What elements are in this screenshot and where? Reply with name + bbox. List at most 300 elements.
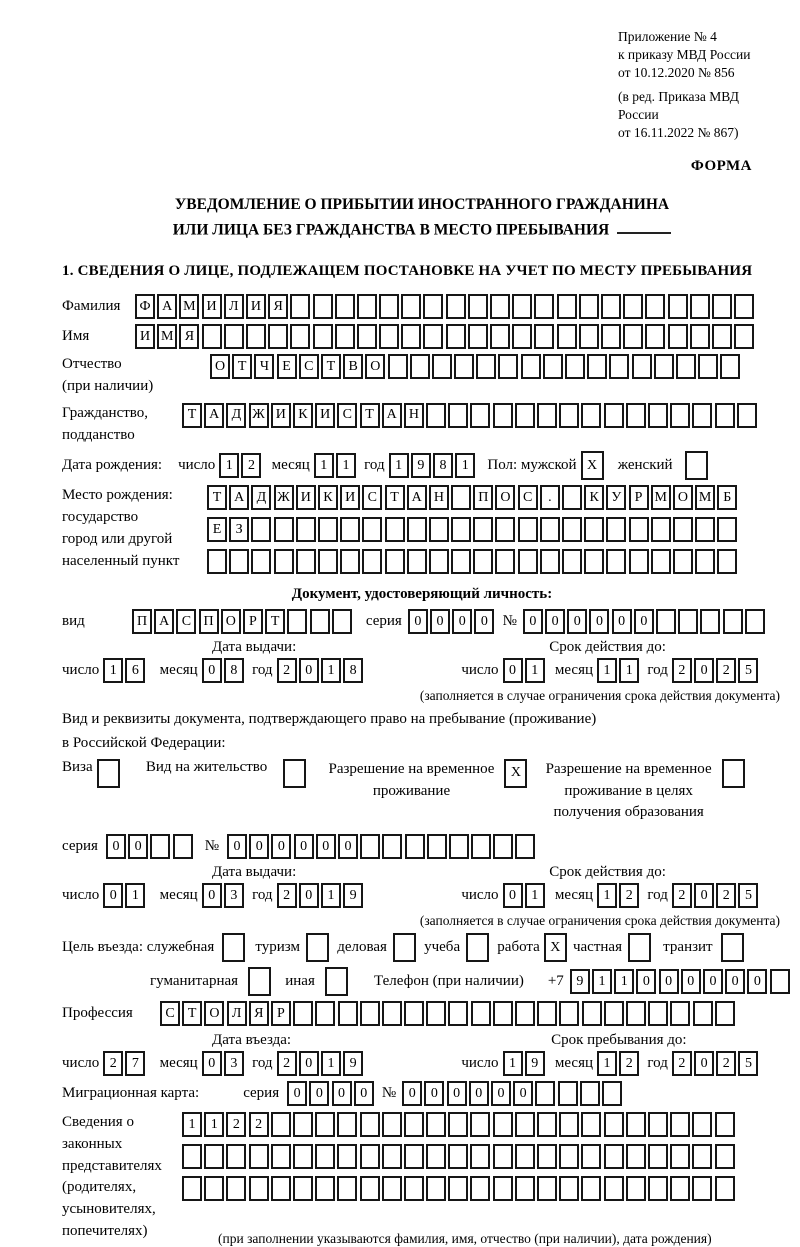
patronymic-char-box[interactable]: [498, 354, 518, 379]
patronymic-char-box[interactable]: [676, 354, 696, 379]
male-checkbox[interactable]: X: [581, 451, 604, 480]
phone-digit-box[interactable]: 0: [725, 969, 745, 994]
representative-char-box[interactable]: [182, 1176, 202, 1201]
birth-place-char-box[interactable]: .: [540, 485, 560, 510]
name-char-box[interactable]: [601, 324, 621, 349]
representative-char-box[interactable]: [715, 1112, 735, 1137]
doc-number-box[interactable]: 0: [567, 609, 587, 634]
birth-place-char-box[interactable]: [340, 517, 360, 542]
doc-kind-char-box[interactable]: [310, 609, 330, 634]
stay-day-box[interactable]: 9: [525, 1051, 545, 1076]
surname-char-box[interactable]: [357, 294, 377, 319]
citizenship-char-box[interactable]: А: [204, 403, 224, 428]
name-char-box[interactable]: [512, 324, 532, 349]
birth-place-char-box[interactable]: Т: [385, 485, 405, 510]
representative-char-box[interactable]: [581, 1112, 601, 1137]
citizenship-char-box[interactable]: И: [315, 403, 335, 428]
representative-char-box[interactable]: [515, 1176, 535, 1201]
birth-place-char-box[interactable]: [473, 549, 493, 574]
patronymic-char-box[interactable]: [410, 354, 430, 379]
representative-char-box[interactable]: [204, 1176, 224, 1201]
representative-char-box[interactable]: [559, 1144, 579, 1169]
profession-char-box[interactable]: [515, 1001, 535, 1026]
birth-year-box[interactable]: 1: [455, 453, 475, 478]
stay-year-box[interactable]: 5: [738, 1051, 758, 1076]
doc-valid-month-box[interactable]: 1: [597, 658, 617, 683]
representative-char-box[interactable]: [626, 1112, 646, 1137]
surname-char-box[interactable]: [446, 294, 466, 319]
birth-place-char-box[interactable]: У: [606, 485, 626, 510]
phone-digit-box[interactable]: 9: [570, 969, 590, 994]
representative-char-box[interactable]: [249, 1144, 269, 1169]
profession-char-box[interactable]: [670, 1001, 690, 1026]
surname-char-box[interactable]: [534, 294, 554, 319]
res-number-box[interactable]: 0: [271, 834, 291, 859]
res-series-box[interactable]: 0: [128, 834, 148, 859]
birth-place-char-box[interactable]: [340, 549, 360, 574]
patronymic-char-box[interactable]: [543, 354, 563, 379]
name-char-box[interactable]: [534, 324, 554, 349]
transit-checkbox[interactable]: [721, 933, 744, 962]
representative-char-box[interactable]: [559, 1176, 579, 1201]
representative-char-box[interactable]: [670, 1112, 690, 1137]
birth-place-char-box[interactable]: М: [695, 485, 715, 510]
birth-place-char-box[interactable]: [495, 549, 515, 574]
entry-day-box[interactable]: 7: [125, 1051, 145, 1076]
representative-char-box[interactable]: [249, 1176, 269, 1201]
citizenship-char-box[interactable]: [448, 403, 468, 428]
birth-place-char-box[interactable]: [695, 517, 715, 542]
birth-place-char-box[interactable]: [673, 517, 693, 542]
doc-number-box[interactable]: [723, 609, 743, 634]
doc-number-box[interactable]: 0: [612, 609, 632, 634]
birth-place-char-box[interactable]: [429, 517, 449, 542]
doc-number-box[interactable]: 0: [589, 609, 609, 634]
doc-series-box[interactable]: 0: [452, 609, 472, 634]
representative-char-box[interactable]: [604, 1144, 624, 1169]
representative-char-box[interactable]: [382, 1176, 402, 1201]
profession-char-box[interactable]: [448, 1001, 468, 1026]
name-char-box[interactable]: [224, 324, 244, 349]
other-checkbox[interactable]: [325, 967, 348, 996]
doc-kind-char-box[interactable]: [332, 609, 352, 634]
birth-place-char-box[interactable]: С: [362, 485, 382, 510]
representative-char-box[interactable]: [470, 1144, 490, 1169]
business-checkbox[interactable]: [393, 933, 416, 962]
representative-char-box[interactable]: [670, 1144, 690, 1169]
birth-month-box[interactable]: 1: [314, 453, 334, 478]
representative-char-box[interactable]: [293, 1112, 313, 1137]
doc-issue-year-box[interactable]: 0: [299, 658, 319, 683]
citizenship-char-box[interactable]: А: [382, 403, 402, 428]
surname-char-box[interactable]: [734, 294, 754, 319]
citizenship-char-box[interactable]: [515, 403, 535, 428]
phone-digit-box[interactable]: [770, 969, 790, 994]
citizenship-char-box[interactable]: [581, 403, 601, 428]
birth-year-box[interactable]: 8: [433, 453, 453, 478]
mig-series-box[interactable]: 0: [287, 1081, 307, 1106]
birth-place-char-box[interactable]: [407, 549, 427, 574]
doc-series-box[interactable]: 0: [474, 609, 494, 634]
representative-char-box[interactable]: [360, 1176, 380, 1201]
representative-char-box[interactable]: [315, 1176, 335, 1201]
mig-number-box[interactable]: [602, 1081, 622, 1106]
humanitarian-checkbox[interactable]: [248, 967, 271, 996]
profession-char-box[interactable]: Т: [182, 1001, 202, 1026]
res-number-box[interactable]: [471, 834, 491, 859]
birth-place-char-box[interactable]: [296, 549, 316, 574]
profession-char-box[interactable]: [426, 1001, 446, 1026]
profession-char-box[interactable]: Я: [249, 1001, 269, 1026]
representative-char-box[interactable]: [493, 1112, 513, 1137]
birth-place-char-box[interactable]: [318, 549, 338, 574]
res-number-box[interactable]: 0: [227, 834, 247, 859]
profession-char-box[interactable]: [559, 1001, 579, 1026]
name-char-box[interactable]: [401, 324, 421, 349]
temp-residence-edu-checkbox[interactable]: [722, 759, 745, 788]
representative-char-box[interactable]: [470, 1176, 490, 1201]
name-char-box[interactable]: [468, 324, 488, 349]
birth-place-char-box[interactable]: Ж: [274, 485, 294, 510]
phone-digit-box[interactable]: 0: [747, 969, 767, 994]
surname-char-box[interactable]: М: [179, 294, 199, 319]
entry-year-box[interactable]: 1: [321, 1051, 341, 1076]
citizenship-char-box[interactable]: Ж: [249, 403, 269, 428]
surname-char-box[interactable]: [690, 294, 710, 319]
name-char-box[interactable]: [423, 324, 443, 349]
representative-char-box[interactable]: [315, 1112, 335, 1137]
birth-place-char-box[interactable]: [540, 549, 560, 574]
birth-place-char-box[interactable]: А: [229, 485, 249, 510]
birth-place-char-box[interactable]: Н: [429, 485, 449, 510]
birth-place-char-box[interactable]: Р: [629, 485, 649, 510]
surname-char-box[interactable]: [290, 294, 310, 319]
patronymic-char-box[interactable]: [720, 354, 740, 379]
official-checkbox[interactable]: [222, 933, 245, 962]
profession-char-box[interactable]: [293, 1001, 313, 1026]
res-valid-day-box[interactable]: 1: [525, 883, 545, 908]
res-number-box[interactable]: 0: [249, 834, 269, 859]
representative-char-box[interactable]: [404, 1144, 424, 1169]
birth-place-char-box[interactable]: О: [673, 485, 693, 510]
birth-place-char-box[interactable]: [362, 549, 382, 574]
doc-number-box[interactable]: [745, 609, 765, 634]
birth-place-char-box[interactable]: [451, 517, 471, 542]
stay-day-box[interactable]: 1: [503, 1051, 523, 1076]
representative-char-box[interactable]: [293, 1176, 313, 1201]
citizenship-char-box[interactable]: Д: [226, 403, 246, 428]
representative-char-box[interactable]: [715, 1144, 735, 1169]
patronymic-char-box[interactable]: [609, 354, 629, 379]
birth-year-box[interactable]: 1: [389, 453, 409, 478]
residence-permit-checkbox[interactable]: [283, 759, 306, 788]
birth-place-char-box[interactable]: [629, 517, 649, 542]
mig-number-box[interactable]: [580, 1081, 600, 1106]
profession-char-box[interactable]: [537, 1001, 557, 1026]
representative-char-box[interactable]: 1: [204, 1112, 224, 1137]
res-valid-month-box[interactable]: 2: [619, 883, 639, 908]
birth-place-char-box[interactable]: [606, 517, 626, 542]
profession-char-box[interactable]: [604, 1001, 624, 1026]
res-number-box[interactable]: [493, 834, 513, 859]
citizenship-char-box[interactable]: [426, 403, 446, 428]
representative-char-box[interactable]: [226, 1144, 246, 1169]
name-char-box[interactable]: [712, 324, 732, 349]
birth-place-char-box[interactable]: [495, 517, 515, 542]
representative-char-box[interactable]: [426, 1176, 446, 1201]
representative-char-box[interactable]: [337, 1112, 357, 1137]
name-char-box[interactable]: [490, 324, 510, 349]
representative-char-box[interactable]: [515, 1112, 535, 1137]
res-valid-year-box[interactable]: 5: [738, 883, 758, 908]
birth-place-char-box[interactable]: [473, 517, 493, 542]
surname-char-box[interactable]: [645, 294, 665, 319]
doc-number-box[interactable]: 0: [634, 609, 654, 634]
res-issue-day-box[interactable]: 1: [125, 883, 145, 908]
representative-char-box[interactable]: 2: [226, 1112, 246, 1137]
res-issue-year-box[interactable]: 1: [321, 883, 341, 908]
birth-place-char-box[interactable]: С: [518, 485, 538, 510]
birth-place-char-box[interactable]: [584, 549, 604, 574]
citizenship-char-box[interactable]: [737, 403, 757, 428]
citizenship-char-box[interactable]: Н: [404, 403, 424, 428]
res-issue-month-box[interactable]: 3: [224, 883, 244, 908]
phone-digit-box[interactable]: 1: [592, 969, 612, 994]
representative-char-box[interactable]: [493, 1144, 513, 1169]
surname-char-box[interactable]: [601, 294, 621, 319]
representative-char-box[interactable]: [537, 1112, 557, 1137]
representative-char-box[interactable]: [315, 1144, 335, 1169]
res-number-box[interactable]: [405, 834, 425, 859]
res-issue-year-box[interactable]: 2: [277, 883, 297, 908]
profession-char-box[interactable]: [315, 1001, 335, 1026]
doc-kind-char-box[interactable]: Р: [243, 609, 263, 634]
mig-number-box[interactable]: 0: [402, 1081, 422, 1106]
citizenship-char-box[interactable]: С: [337, 403, 357, 428]
patronymic-char-box[interactable]: О: [365, 354, 385, 379]
birth-place-char-box[interactable]: К: [584, 485, 604, 510]
representative-char-box[interactable]: [692, 1144, 712, 1169]
patronymic-char-box[interactable]: [587, 354, 607, 379]
representative-char-box[interactable]: [515, 1144, 535, 1169]
representative-char-box[interactable]: [537, 1176, 557, 1201]
surname-char-box[interactable]: [423, 294, 443, 319]
birth-place-char-box[interactable]: З: [229, 517, 249, 542]
representative-char-box[interactable]: [581, 1144, 601, 1169]
patronymic-char-box[interactable]: [388, 354, 408, 379]
birth-place-char-box[interactable]: [274, 517, 294, 542]
birth-place-char-box[interactable]: [584, 517, 604, 542]
profession-char-box[interactable]: [693, 1001, 713, 1026]
representative-char-box[interactable]: [448, 1144, 468, 1169]
representative-char-box[interactable]: [648, 1176, 668, 1201]
citizenship-char-box[interactable]: [493, 403, 513, 428]
surname-char-box[interactable]: [401, 294, 421, 319]
doc-kind-char-box[interactable]: Т: [265, 609, 285, 634]
patronymic-char-box[interactable]: [454, 354, 474, 379]
representative-char-box[interactable]: [715, 1176, 735, 1201]
representative-char-box[interactable]: [204, 1144, 224, 1169]
profession-char-box[interactable]: [360, 1001, 380, 1026]
res-valid-year-box[interactable]: 2: [716, 883, 736, 908]
surname-char-box[interactable]: И: [202, 294, 222, 319]
surname-char-box[interactable]: [379, 294, 399, 319]
birth-month-box[interactable]: 1: [336, 453, 356, 478]
patronymic-char-box[interactable]: Е: [277, 354, 297, 379]
patronymic-char-box[interactable]: [432, 354, 452, 379]
name-char-box[interactable]: [446, 324, 466, 349]
birth-place-char-box[interactable]: [651, 517, 671, 542]
profession-char-box[interactable]: Р: [271, 1001, 291, 1026]
representative-char-box[interactable]: [670, 1176, 690, 1201]
representative-char-box[interactable]: [337, 1144, 357, 1169]
doc-issue-year-box[interactable]: 1: [321, 658, 341, 683]
res-number-box[interactable]: [427, 834, 447, 859]
entry-month-box[interactable]: 3: [224, 1051, 244, 1076]
name-char-box[interactable]: [313, 324, 333, 349]
birth-place-char-box[interactable]: [451, 549, 471, 574]
surname-char-box[interactable]: Ф: [135, 294, 155, 319]
name-char-box[interactable]: [690, 324, 710, 349]
stay-month-box[interactable]: 1: [597, 1051, 617, 1076]
representative-char-box[interactable]: [581, 1176, 601, 1201]
surname-char-box[interactable]: [490, 294, 510, 319]
name-char-box[interactable]: [268, 324, 288, 349]
patronymic-char-box[interactable]: Ч: [254, 354, 274, 379]
citizenship-char-box[interactable]: [537, 403, 557, 428]
tourism-checkbox[interactable]: [306, 933, 329, 962]
mig-series-box[interactable]: 0: [332, 1081, 352, 1106]
name-char-box[interactable]: [668, 324, 688, 349]
birth-place-char-box[interactable]: [274, 549, 294, 574]
res-number-box[interactable]: [360, 834, 380, 859]
representative-char-box[interactable]: [182, 1144, 202, 1169]
representative-char-box[interactable]: 2: [249, 1112, 269, 1137]
representative-char-box[interactable]: [271, 1144, 291, 1169]
surname-char-box[interactable]: Я: [268, 294, 288, 319]
surname-char-box[interactable]: [512, 294, 532, 319]
doc-issue-year-box[interactable]: 8: [343, 658, 363, 683]
doc-valid-day-box[interactable]: 0: [503, 658, 523, 683]
citizenship-char-box[interactable]: К: [293, 403, 313, 428]
patronymic-char-box[interactable]: [632, 354, 652, 379]
surname-char-box[interactable]: [668, 294, 688, 319]
entry-year-box[interactable]: 0: [299, 1051, 319, 1076]
representative-char-box[interactable]: [404, 1112, 424, 1137]
patronymic-char-box[interactable]: В: [343, 354, 363, 379]
birth-place-char-box[interactable]: [673, 549, 693, 574]
doc-valid-day-box[interactable]: 1: [525, 658, 545, 683]
citizenship-char-box[interactable]: [470, 403, 490, 428]
birth-place-char-box[interactable]: [429, 549, 449, 574]
doc-kind-char-box[interactable]: С: [176, 609, 196, 634]
doc-kind-char-box[interactable]: П: [132, 609, 152, 634]
representative-char-box[interactable]: [626, 1176, 646, 1201]
res-valid-year-box[interactable]: 2: [672, 883, 692, 908]
birth-place-char-box[interactable]: И: [340, 485, 360, 510]
birth-year-box[interactable]: 9: [411, 453, 431, 478]
entry-day-box[interactable]: 2: [103, 1051, 123, 1076]
work-checkbox[interactable]: X: [544, 933, 567, 962]
birth-place-char-box[interactable]: [207, 549, 227, 574]
profession-char-box[interactable]: [493, 1001, 513, 1026]
birth-place-char-box[interactable]: О: [495, 485, 515, 510]
birth-place-char-box[interactable]: А: [407, 485, 427, 510]
doc-kind-char-box[interactable]: [287, 609, 307, 634]
birth-place-char-box[interactable]: [407, 517, 427, 542]
doc-valid-month-box[interactable]: 1: [619, 658, 639, 683]
res-number-box[interactable]: 0: [294, 834, 314, 859]
representative-char-box[interactable]: [337, 1176, 357, 1201]
patronymic-char-box[interactable]: С: [299, 354, 319, 379]
study-checkbox[interactable]: [466, 933, 489, 962]
phone-digit-box[interactable]: 1: [614, 969, 634, 994]
patronymic-char-box[interactable]: [521, 354, 541, 379]
surname-char-box[interactable]: Л: [224, 294, 244, 319]
birth-place-char-box[interactable]: Б: [717, 485, 737, 510]
birth-place-char-box[interactable]: [540, 517, 560, 542]
res-issue-year-box[interactable]: 9: [343, 883, 363, 908]
surname-char-box[interactable]: [313, 294, 333, 319]
name-char-box[interactable]: [246, 324, 266, 349]
representative-char-box[interactable]: [404, 1176, 424, 1201]
representative-char-box[interactable]: [692, 1176, 712, 1201]
birth-place-char-box[interactable]: [695, 549, 715, 574]
doc-valid-year-box[interactable]: 0: [694, 658, 714, 683]
birth-place-char-box[interactable]: [251, 517, 271, 542]
name-char-box[interactable]: [645, 324, 665, 349]
representative-char-box[interactable]: [426, 1112, 446, 1137]
profession-char-box[interactable]: [382, 1001, 402, 1026]
citizenship-char-box[interactable]: [692, 403, 712, 428]
name-char-box[interactable]: [623, 324, 643, 349]
name-char-box[interactable]: [557, 324, 577, 349]
profession-char-box[interactable]: [648, 1001, 668, 1026]
profession-char-box[interactable]: [404, 1001, 424, 1026]
birth-place-char-box[interactable]: К: [318, 485, 338, 510]
doc-kind-char-box[interactable]: П: [199, 609, 219, 634]
profession-char-box[interactable]: [582, 1001, 602, 1026]
res-valid-month-box[interactable]: 1: [597, 883, 617, 908]
res-issue-month-box[interactable]: 0: [202, 883, 222, 908]
birth-place-char-box[interactable]: И: [296, 485, 316, 510]
patronymic-char-box[interactable]: О: [210, 354, 230, 379]
res-issue-year-box[interactable]: 0: [299, 883, 319, 908]
profession-char-box[interactable]: [626, 1001, 646, 1026]
citizenship-char-box[interactable]: Т: [360, 403, 380, 428]
name-char-box[interactable]: [335, 324, 355, 349]
mig-series-box[interactable]: 0: [354, 1081, 374, 1106]
stay-year-box[interactable]: 2: [672, 1051, 692, 1076]
birth-place-char-box[interactable]: [629, 549, 649, 574]
doc-kind-char-box[interactable]: А: [154, 609, 174, 634]
birth-place-char-box[interactable]: [606, 549, 626, 574]
representative-char-box[interactable]: [360, 1112, 380, 1137]
surname-char-box[interactable]: [557, 294, 577, 319]
name-char-box[interactable]: [379, 324, 399, 349]
birth-place-char-box[interactable]: [562, 517, 582, 542]
representative-char-box[interactable]: [271, 1112, 291, 1137]
birth-place-char-box[interactable]: [362, 517, 382, 542]
representative-char-box[interactable]: [382, 1112, 402, 1137]
surname-char-box[interactable]: [468, 294, 488, 319]
mig-number-box[interactable]: [558, 1081, 578, 1106]
representative-char-box[interactable]: [559, 1112, 579, 1137]
doc-number-box[interactable]: [656, 609, 676, 634]
profession-char-box[interactable]: [471, 1001, 491, 1026]
representative-char-box[interactable]: [648, 1112, 668, 1137]
birth-place-char-box[interactable]: [717, 517, 737, 542]
